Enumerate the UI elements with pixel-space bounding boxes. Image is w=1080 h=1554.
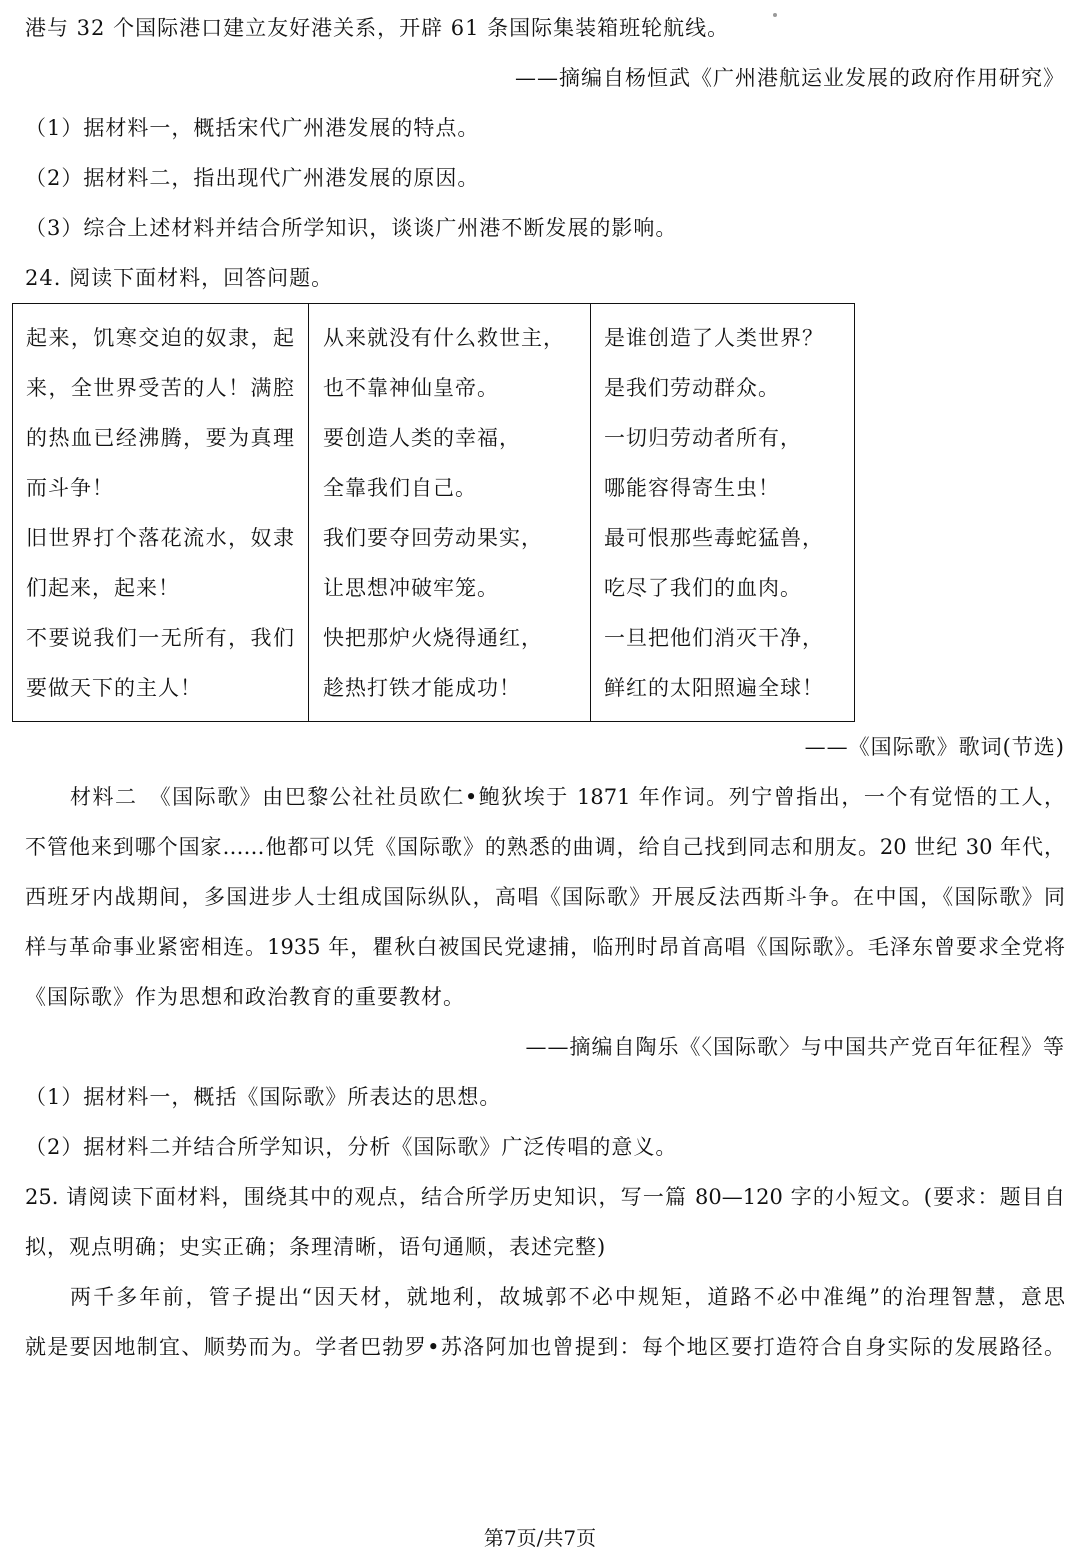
material2-line: 《国际歌》作为思想和政治教育的重要教材。 bbox=[25, 985, 465, 1009]
lyrics-line: 吃尽了我们的血肉。 bbox=[604, 576, 802, 600]
lyrics-line: 的热血已经沸腾，要为真理 bbox=[26, 426, 294, 450]
lyrics-line: 是我们劳动群众。 bbox=[604, 376, 780, 400]
lyrics-line: 鲜红的太阳照遍全球！ bbox=[604, 676, 824, 700]
lyrics-line: 我们要夺回劳动果实， bbox=[323, 526, 543, 550]
page-number: 第7页/共7页 bbox=[483, 1526, 597, 1550]
lyrics-line: 全靠我们自己。 bbox=[323, 476, 477, 500]
material2-line: 材料二 《国际歌》由巴黎公社社员欧仁•鲍狄埃于 1871 年作词。列宁曾指出，一个有觉悟的工人， bbox=[70, 785, 1065, 809]
material1-final-line: 港与 32 个国际港口建立友好港关系，开辟 61 条国际集装箱班轮航线。 bbox=[25, 16, 730, 40]
q24-sub-question: （2）据材料二并结合所学知识，分析《国际歌》广泛传唱的意义。 bbox=[25, 1135, 678, 1159]
q23-sub-question: （1）据材料一，概括宋代广州港发展的特点。 bbox=[25, 116, 480, 140]
lyrics-line: 最可恨那些毒蛇猛兽， bbox=[604, 526, 824, 550]
material2-line: 西班牙内战期间，多国进步人士组成国际纵队，高唱《国际歌》开展反法西斯斗争。在中国，《国际歌》同 bbox=[25, 885, 1065, 909]
material1-source: ——摘编自杨恒武《广州港航运业发展的政府作用研究》 bbox=[515, 66, 1065, 90]
lyrics-line: 从来就没有什么救世主， bbox=[323, 326, 565, 350]
lyrics-column-2 bbox=[309, 304, 591, 721]
lyrics-line: 让思想冲破牢笼。 bbox=[323, 576, 499, 600]
lyrics-line: 哪能容得寄生虫！ bbox=[604, 476, 780, 500]
lyrics-line: 趁热打铁才能成功！ bbox=[323, 676, 521, 700]
material2-source: ——摘编自陶乐《〈国际歌〉与中国共产党百年征程》等 bbox=[525, 1035, 1065, 1059]
q23-sub-question: （3）综合上述材料并结合所学知识，谈谈广州港不断发展的影响。 bbox=[25, 216, 678, 240]
material2-line: 样与革命事业紧密相连。1935 年，瞿秋白被国民党逮捕，临刑时昂首高唱《国际歌》。毛泽东曾要求全党将 bbox=[25, 935, 1065, 959]
lyrics-line: 要创造人类的幸福， bbox=[323, 426, 521, 450]
lyrics-line: 们起来，起来！ bbox=[26, 576, 180, 600]
q25-prompt-line: 25. 请阅读下面材料，围绕其中的观点，结合所学历史知识，写一篇 80—120 字的小短文。(要求：题目自 bbox=[25, 1185, 1065, 1209]
q25-material-line: 就是要因地制宜、顺势而为。学者巴勃罗•苏洛阿加也曾提到：每个地区要打造符合自身实际的发展路径。 bbox=[25, 1335, 1065, 1359]
lyrics-line: 是谁创造了人类世界？ bbox=[604, 326, 824, 350]
lyrics-column-1 bbox=[13, 304, 309, 721]
lyrics-line: 起来，饥寒交迫的奴隶，起 bbox=[26, 326, 294, 350]
lyrics-line: 来，全世界受苦的人！满腔 bbox=[26, 376, 294, 400]
lyrics-line: 也不靠神仙皇帝。 bbox=[323, 376, 499, 400]
q25-material-line: 两千多年前，管子提出“因天材，就地利，故城郭不必中规矩，道路不必中准绳”的治理智慧，意思 bbox=[70, 1285, 1065, 1309]
q25-prompt-line: 拟，观点明确；史实正确；条理清晰，语句通顺，表述完整) bbox=[25, 1235, 607, 1259]
lyrics-line: 快把那炉火烧得通红， bbox=[323, 626, 543, 650]
material2-line: 不管他来到哪个国家……他都可以凭《国际歌》的熟悉的曲调，给自己找到同志和朋友。20 世纪 30 年代， bbox=[25, 835, 1065, 859]
page-content bbox=[25, 3, 1065, 1372]
lyrics-source: ——《国际歌》歌词(节选) bbox=[804, 735, 1065, 759]
lyrics-line: 旧世界打个落花流水，奴隶 bbox=[26, 526, 294, 550]
lyrics-line: 一旦把他们消灭干净， bbox=[604, 626, 824, 650]
lyrics-line: 不要说我们一无所有，我们 bbox=[26, 626, 294, 650]
q24-sub-question: （1）据材料一，概括《国际歌》所表达的思想。 bbox=[25, 1085, 502, 1109]
lyrics-line: 一切归劳动者所有， bbox=[604, 426, 802, 450]
lyrics-table bbox=[12, 303, 855, 722]
q24-title: 24. 阅读下面材料，回答问题。 bbox=[25, 266, 334, 290]
lyrics-line: 而斗争！ bbox=[26, 476, 114, 500]
q23-sub-question: （2）据材料二，指出现代广州港发展的原因。 bbox=[25, 166, 480, 190]
lyrics-line: 要做天下的主人！ bbox=[26, 676, 202, 700]
lyrics-column-3 bbox=[591, 304, 854, 721]
